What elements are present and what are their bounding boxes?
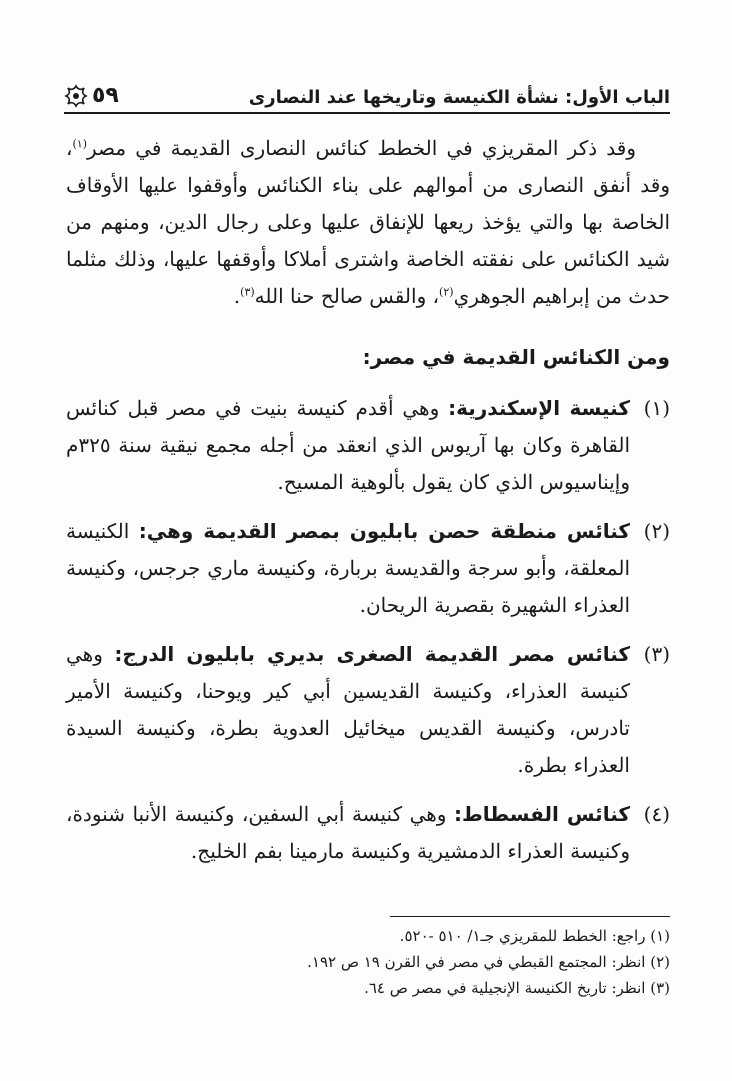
item-number: (٣) [643, 642, 670, 666]
page-number: ٥٩ [92, 83, 119, 108]
footnote-divider [390, 916, 670, 917]
item-text: وهي كنيسة العذراء، وكنيسة القديسين أبي كير ويوحنا، وكنيسة الأمير تادرس، وكنيسة القديس ميخائيل العدوية بطرة، وكنيسة السيدة العذراء بطرة. [66, 642, 630, 777]
list-item [66, 796, 670, 870]
footnote: (١) راجع: الخطط للمقريزي جـ١/ ٥١٠ -٥٢٠. [399, 927, 670, 945]
item-lead: كنائس مصر القديمة الصغرى بديري بابليون الدرج: [114, 642, 631, 666]
chapter-title: الباب الأول: نشأة الكنيسة وتاريخها عند النصارى [248, 87, 670, 108]
item-number: (١) [643, 396, 670, 420]
item-lead: كنائس الفسطاط: [453, 802, 630, 826]
intro-text: ، وقد أنفق النصارى من أموالهم على بناء الكنائس وأوقفوا عليها الأوقاف الخاصة بها والتي يؤخذ ريعها للإنفاق عليها وعلى رجال الدين، ومنهم من شيد الكنائس على نفقته الخاصة واشترى أملاكا وأوقفها عليها، وذلك مثلما حدث من إبراهيم الجوهري [66, 136, 670, 308]
intro-text: ، والقس صالح حنا الله [254, 284, 440, 308]
running-header [64, 74, 670, 114]
footnote: (٣) انظر: تاريخ الكنيسة الإنجيلية في مصر ص ٦٤. [364, 979, 670, 997]
item-number: (٤) [643, 802, 670, 826]
item-text: وهي أقدم كنيسة بنيت في مصر قبل كنائس القاهرة وكان بها آريوس الذي انعقد من أجله مجمع نيقية سنة ٣٢٥م وإيناسيوس الذي كان يقول بألوهية المسيح. [66, 396, 630, 494]
footnote: (٢) انظر: المجتمع القبطي في مصر في القرن ١٩ ص ١٩٢. [307, 953, 670, 971]
footnote-ref-3[interactable]: (٣) [240, 285, 255, 299]
page-number-block [64, 83, 119, 108]
item-number: (٢) [643, 519, 670, 543]
intro-text: وقد ذكر المقريزي في الخطط كنائس النصارى القديمة في مصر [86, 136, 636, 160]
intro-text: . [233, 284, 241, 308]
section-subheading: ومن الكنائس القديمة في مصر: [362, 345, 670, 369]
item-text: وهي كنيسة أبي السفين، وكنيسة الأنبا شنودة، وكنيسة العذراء الدمشيرية وكنيسة مارمينا بفم الخليج. [66, 802, 630, 863]
floral-ornament-icon [64, 84, 88, 108]
footnote-ref-1[interactable]: (١) [72, 137, 87, 151]
footnote-ref-2[interactable]: (٢) [439, 285, 454, 299]
intro-paragraph [66, 130, 670, 315]
list-item [66, 636, 670, 784]
list-item [66, 513, 670, 624]
item-lead: كنائس منطقة حصن بابليون بمصر القديمة وهي: [138, 519, 631, 543]
item-lead: كنيسة الإسكندرية: [448, 396, 630, 420]
list-item [66, 390, 670, 501]
main-text [66, 130, 670, 882]
item-text: الكنيسة المعلقة، وأبو سرجة والقديسة بربارة، وكنيسة ماري جرجس، وكنيسة العذراء الشهيرة بقصرية الريحان. [66, 519, 630, 617]
footnotes [66, 916, 670, 1001]
